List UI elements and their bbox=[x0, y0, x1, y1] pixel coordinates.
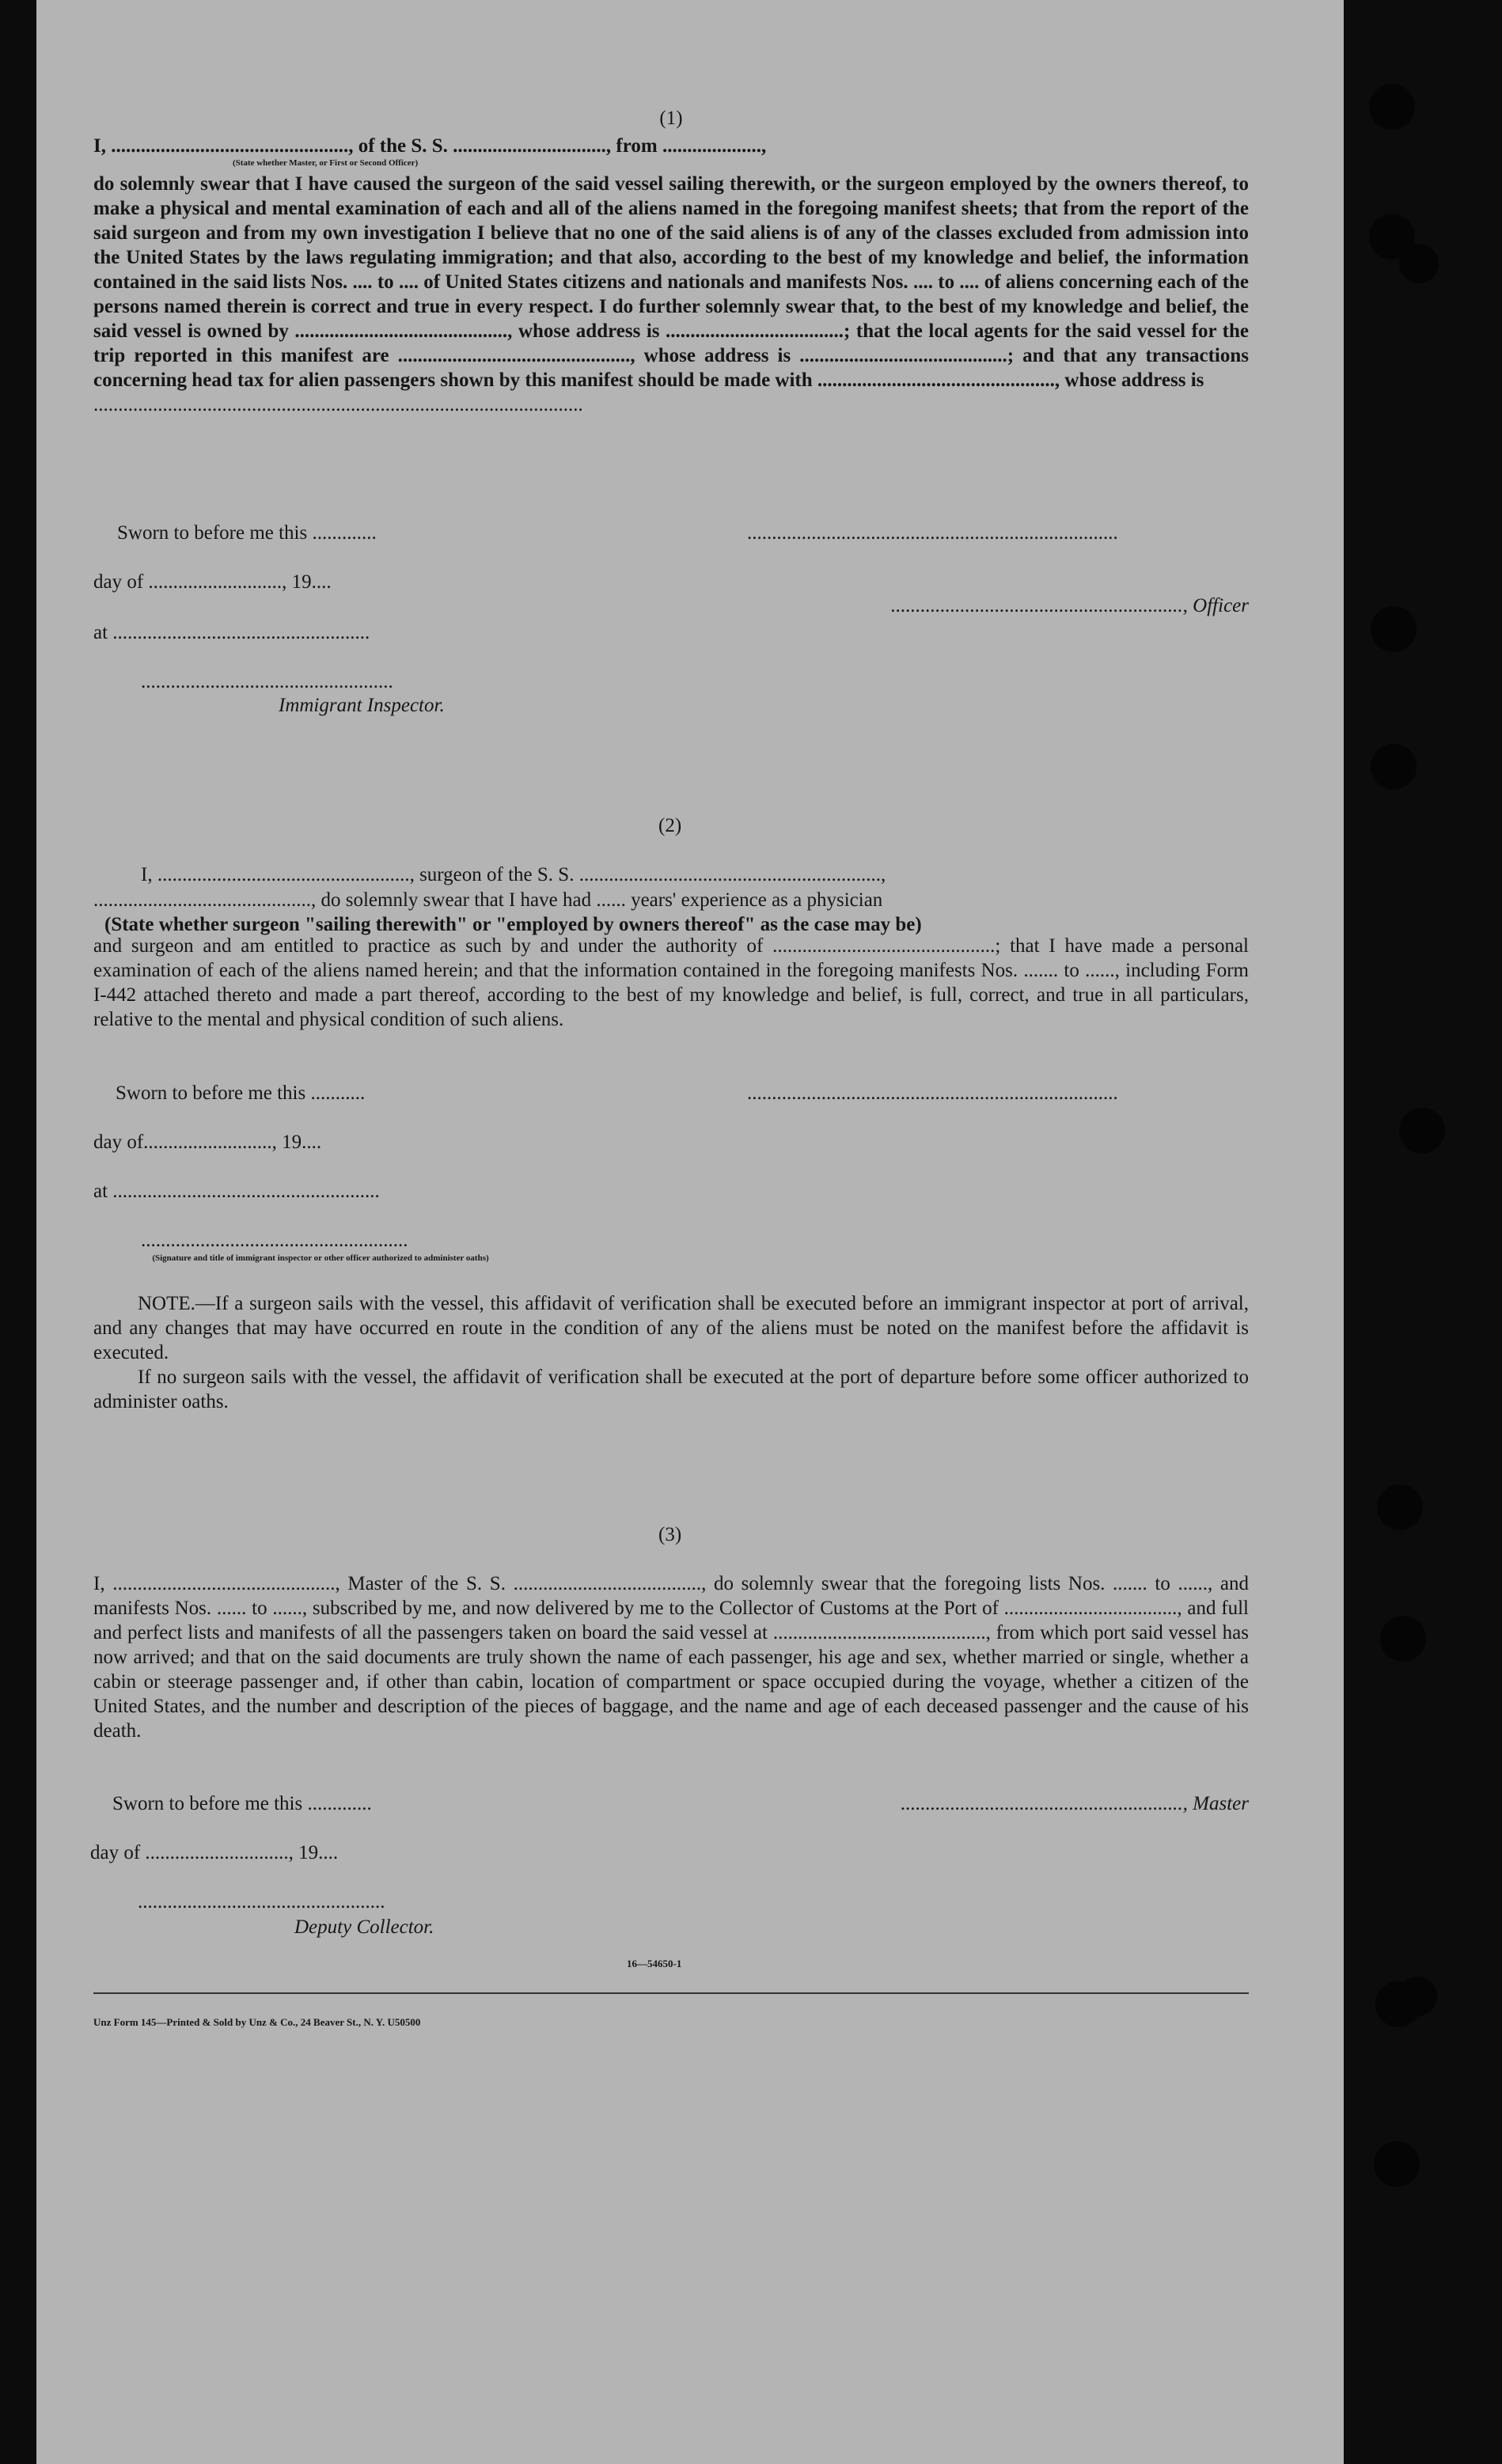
dotted-line: ................................................................................................... bbox=[93, 394, 583, 415]
collector-signature-line: .................................................. bbox=[138, 1891, 385, 1912]
master-paragraph: I, ............................................., Master of the S. S. ......................................, do solemnly swear that the foregoing lists Nos. ....... to ......, and manifests Nos. ...... to ......, subscribed by me, and now delivered by me to the Collector of Customs at the Port of ..................................., and full and perfect lists and manifests of all the passengers taken on board the said vessel at ..........................................., from which port said vessel has now arrived; and that on the said documents are truly shown the name of each passenger, his age and sex, whether married or single, whether a cabin or steerage passenger and, if other than cabin, location of compartment or space occupied during the voyage, whether a citizen of the United States, and the number and description of the pieces of baggage, and the name and age of each deceased passenger and the cause of his death. bbox=[93, 1573, 1249, 1742]
officer-line: ..........................................................., Officer bbox=[890, 595, 1249, 616]
punch-hole bbox=[1399, 1108, 1445, 1154]
punch-hole bbox=[1380, 1616, 1426, 1662]
section-number: (2) bbox=[658, 815, 682, 836]
surgeon-line-note: (State whether surgeon "sailing therewith" or "employed by owners thereof" as the case may be) bbox=[104, 914, 922, 935]
signature-line: ........................................................................... bbox=[747, 522, 1118, 544]
day-line: day of ............................., 19.... bbox=[90, 1842, 339, 1863]
at-line: at ...................................................... bbox=[93, 1181, 380, 1202]
collector-label: Deputy Collector. bbox=[294, 1916, 434, 1938]
note-block bbox=[93, 1291, 1249, 1414]
day-line: day of ..........................., 19.... bbox=[93, 571, 332, 593]
punch-hole bbox=[1369, 84, 1415, 130]
section-number: (1) bbox=[659, 108, 683, 129]
inspector-signature-note: (Signature and title of immigrant inspector or other officer authorized to administer oaths) bbox=[152, 1253, 489, 1263]
form-number: 16—54650-1 bbox=[627, 1958, 682, 1969]
note-paragraph-2: If no surgeon sails with the vessel, the affidavit of verification shall be executed at the port of departure before some officer authorized to administer oaths. bbox=[93, 1367, 1249, 1412]
oath-paragraph: do solemnly swear that I have caused the surgeon of the said vessel sailing therewith, or the surgeon employed by the owners thereof, to make a physical and mental examination of each and all of the aliens named in the foregoing manifest sheets; that from the report of the said surgeon and from my own investigation I believe that no one of the said aliens is of any of the classes excluded from admission into the United States by the laws regulating immigration; and that also, according to the best of my knowledge and belief, the information contained in the said lists Nos. .... to .... of United States citizens and nationals and manifests Nos. .... to .... of aliens concerning each of the persons named therein is correct and true in every respect. I do further solemnly swear that, to the best of my knowledge and belief, the said vessel is owned by ..........................................., whose address is ....................................; that the local agents for the said vessel for the trip reported in this manifest are ..............................................., whose address is ..........................................; and that any transactions concerning head tax for alien passengers shown by this manifest should be made with ................................................, whose address is bbox=[93, 173, 1249, 391]
section-number: (3) bbox=[658, 1524, 682, 1545]
punch-hole bbox=[1377, 1484, 1423, 1530]
punch-hole bbox=[1374, 2141, 1420, 2187]
surgeon-line-2: ............................................, do solemnly swear that I have had ...... years' experience as a physician bbox=[93, 889, 883, 911]
signature-line: ........................................................................... bbox=[747, 1082, 1118, 1104]
footer-rule bbox=[93, 1992, 1249, 1994]
note-paragraph-1: NOTE.—If a surgeon sails with the vessel, this affidavit of verification shall be executed before an immigrant inspector at port of arrival, and any changes that may have occurred en route in the condition of any of the aliens must be noted on the manifest before the affidavit is executed. bbox=[93, 1293, 1249, 1363]
punch-hole bbox=[1398, 1977, 1437, 2016]
inspector-label: Immigrant Inspector. bbox=[279, 695, 445, 716]
printer-footer: Unz Form 145—Printed & Sold by Unz & Co., 24 Beaver St., N. Y. U50500 bbox=[93, 2016, 421, 2028]
master-line: ........................................................., Master bbox=[901, 1793, 1249, 1814]
day-line: day of.........................., 19.... bbox=[93, 1132, 322, 1153]
punch-hole bbox=[1371, 606, 1417, 652]
surgeon-line-1: I, ..................................................., surgeon of the S. S. ............................................................., bbox=[141, 864, 886, 885]
affidavit-master bbox=[93, 106, 1249, 417]
oath-line: I, ................................................, of the S. S. ..............................., from ...................., bbox=[93, 135, 767, 157]
affidavit-collector bbox=[93, 1571, 1249, 1743]
punch-hole bbox=[1371, 744, 1417, 790]
at-line: at .................................................... bbox=[93, 622, 370, 643]
sworn-line: Sworn to before me this ............. bbox=[112, 1793, 372, 1814]
oath-line-note: (State whether Master, or First or Second Officer) bbox=[233, 158, 419, 168]
surgeon-paragraph: and surgeon and am entitled to practice as such by and under the authority of .............................................; that I have made a personal examination of each of the aliens named herein; and that the information contained in the foregoing manifests Nos. ....... to ......, including Form I-442 attached thereto and made a part thereof, according to the best of my knowledge and belief, is full, correct, and true in all particulars, relative to the mental and physical condition of such aliens. bbox=[93, 935, 1249, 1030]
surgeon-paragraph-block bbox=[93, 934, 1249, 1032]
inspector-signature-line: ................................................... bbox=[141, 671, 393, 692]
inspector-signature-line: ...................................................... bbox=[141, 1230, 408, 1251]
punch-hole bbox=[1399, 244, 1439, 283]
sworn-line: Sworn to before me this ........... bbox=[116, 1082, 366, 1104]
sworn-line: Sworn to before me this ............. bbox=[117, 522, 377, 544]
